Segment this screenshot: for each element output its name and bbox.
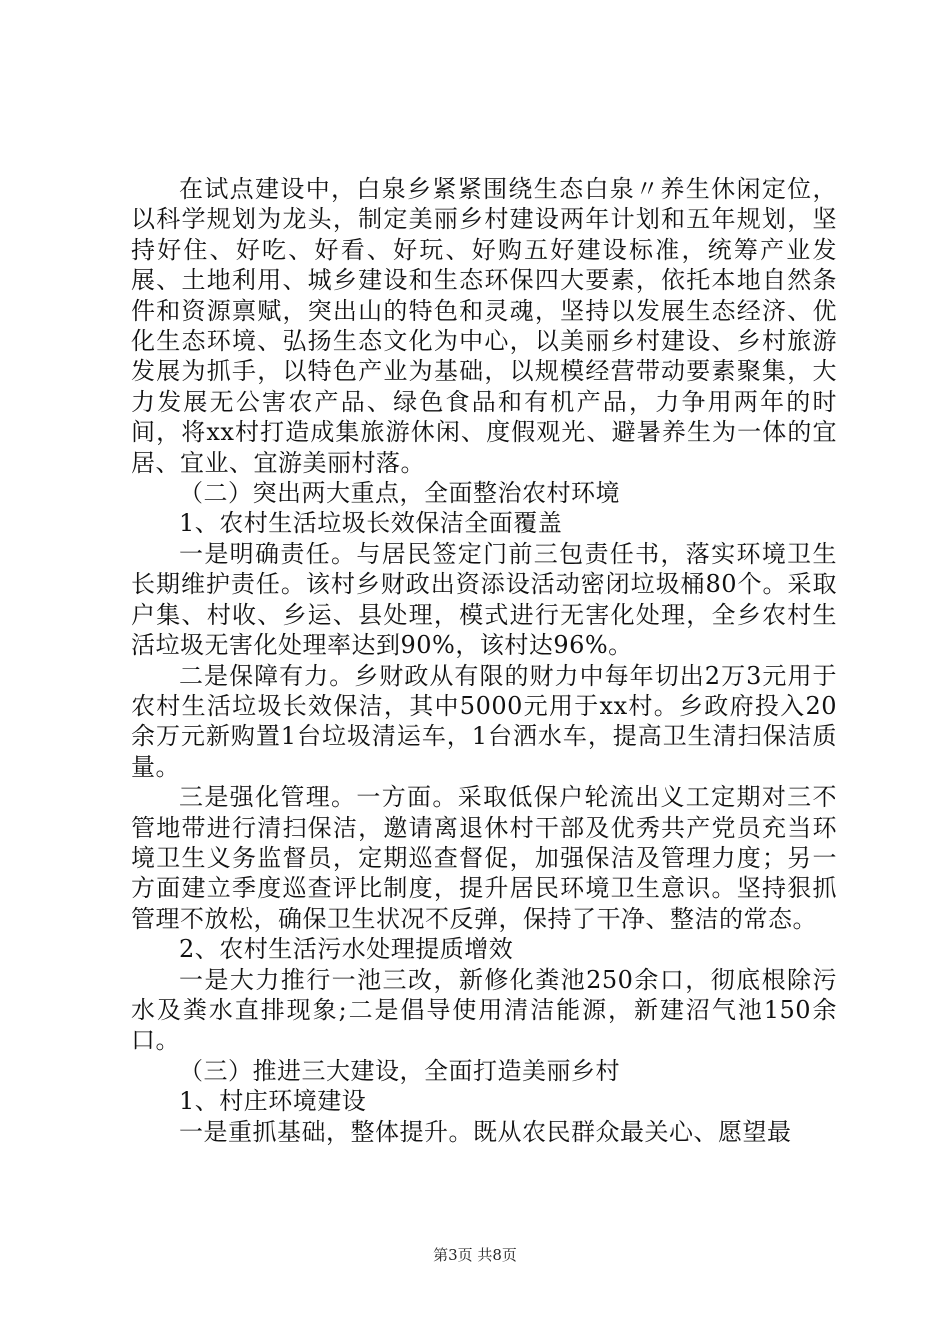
paragraph-strengthen-management: 三是强化管理。一方面。采取低保户轮流出义工定期对三不管地带进行清扫保洁，邀请离退休村干部及优秀共产党员充当环境卫生义务监督员，定期巡查督促，加强保洁及管理力度；另一方面建立季度巡查评比制度，提升居民环境卫生意识。坚持狠抓管理不放松，确保卫生状况不反弹，保持了干净、整洁的常态。 [131, 783, 837, 933]
paragraph-focus-on-basics: 一是重抓基础，整体提升。既从农民群众最关心、愿望最 [179, 1117, 792, 1146]
paragraph-pilot-construction: 在试点建设中，白泉乡紧紧围绕生态白泉〃养生休闲定位，以科学规划为龙头，制定美丽乡村建设两年计划和五年规划，坚持好住、好吃、好看、好玩、好购五好建设标准，统筹产业发展、土地利用、城乡建设和生态环保四大要素，依托本地自然条件和资源禀赋，突出山的特色和灵魂，坚持以发展生态经济、优化生态环境、弘扬生态文化为中心，以美丽乡村建设、乡村旅游发展为抓手，以特色产业为基础，以规模经营带动要素聚集，大力发展无公害农产品、绿色食品和有机产品，力争用两年的时间，将xx村打造成集旅游休闲、度假观光、避暑养生为一体的宜居、宜业、宜游美丽村落。 [131, 175, 837, 477]
paragraph-clear-responsibility: 一是明确责任。与居民签定门前三包责任书，落实环境卫生长期维护责任。该村乡财政出资添设活动密闭垃圾桶80个。采取户集、村收、乡运、县处理，模式进行无害化处理，全乡农村生活垃圾无害化处理率达到90%，该村达96%。 [131, 539, 837, 660]
page-number-footer: 第3页 共8页 [433, 1246, 517, 1264]
section-heading-two-key-points: （二）突出两大重点，全面整治农村环境 [179, 479, 620, 508]
subheading-garbage-cleaning: 1、农村生活垃圾长效保洁全面覆盖 [179, 509, 563, 538]
subheading-sewage-treatment: 2、农村生活污水处理提质增效 [179, 935, 514, 964]
paragraph-septic-tanks: 一是大力推行一池三改，新修化粪池250余口，彻底根除污水及粪水直排现象;二是倡导使用清洁能源，新建沼气池150余口。 [131, 965, 837, 1055]
subheading-village-environment: 1、村庄环境建设 [179, 1087, 367, 1116]
document-body [131, 174, 837, 1147]
section-heading-three-constructions: （三）推进三大建设，全面打造美丽乡村 [179, 1056, 620, 1085]
paragraph-strong-guarantee: 二是保障有力。乡财政从有限的财力中每年切出2万3元用于农村生活垃圾长效保洁，其中5000元用于xx村。乡政府投入20余万元新购置1台垃圾清运车，1台洒水车，提高卫生清扫保洁质量。 [131, 661, 837, 781]
